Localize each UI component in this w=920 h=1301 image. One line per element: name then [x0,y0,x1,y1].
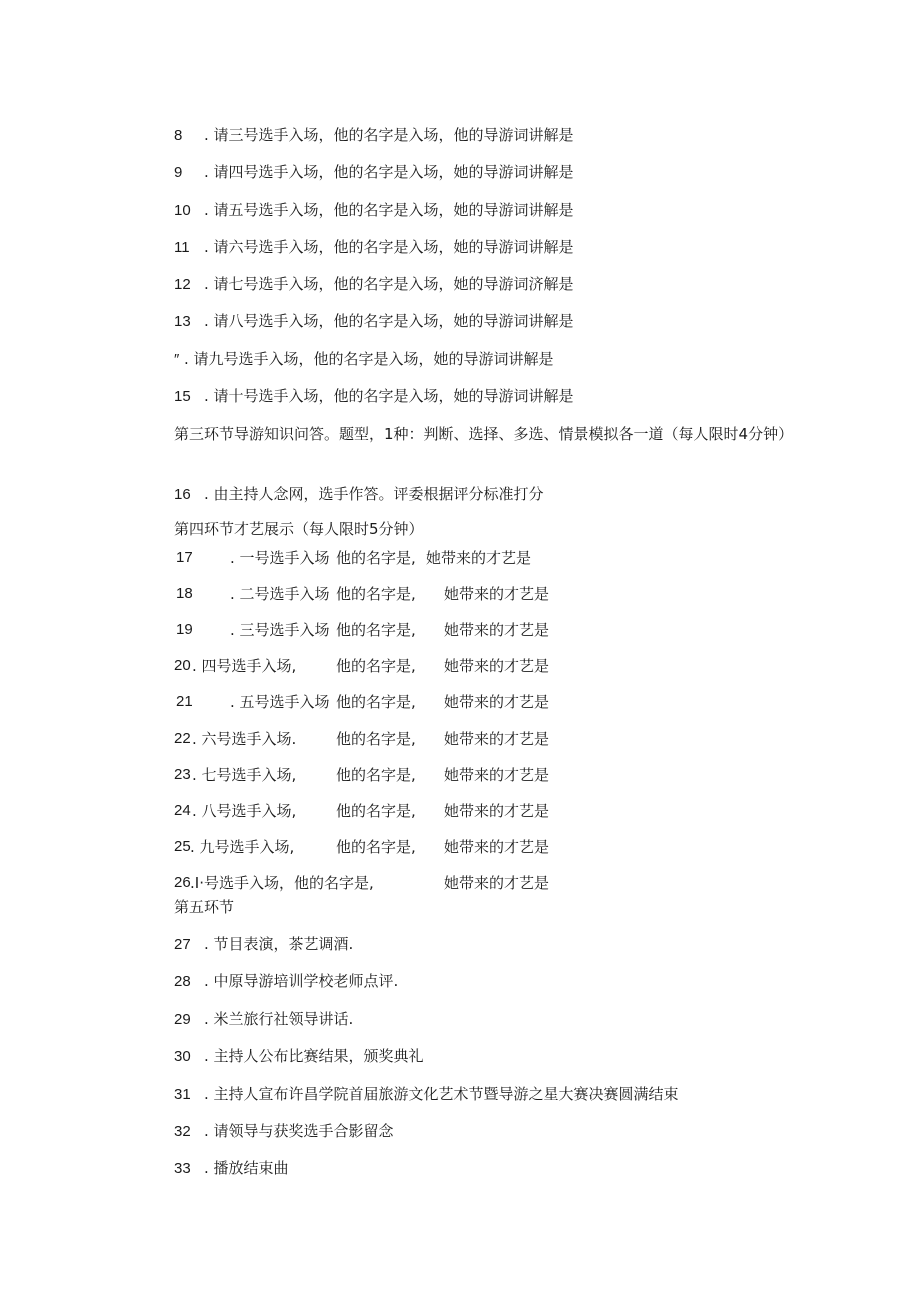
list-item: 33 . 播放结束曲 [174,1159,289,1177]
list-item: 11 . 请六号选手入场，他的名字是入场，她的导游词讲解是 [174,238,574,256]
list-item: 16 . 由主持人念网，选手作答。评委根据评分标准打分 [174,485,544,503]
list-item: 9 . 请四号选手入场，他的名字是入场，她的导游词讲解是 [174,163,574,181]
talent-row: 20 . 四号选手入场, 他的名字是, 她带来的才艺是 [174,657,550,675]
list-item: 28 . 中原导游培训学校老师点评. [174,972,399,990]
talent-row: 22 . 六号选手入场. 他的名字是, 她带来的才艺是 [174,730,550,748]
list-item: 15 . 请十号选手入场，他的名字是入场，她的导游词讲解是 [174,387,574,405]
section-heading-3: 第三环节导游知识问答。题型，1种：判断、选择、多选、情景模拟各一道（每人限时4分钟） [174,425,794,443]
talent-row: 26 .I·号选手入场，他的名字是, 她带来的才艺是 [174,874,550,892]
list-item: 30 . 主持人公布比赛结果，颁奖典礼 [174,1047,424,1065]
talent-row: 23 . 七号选手入场, 他的名字是, 她带来的才艺是 [174,766,550,784]
talent-row: 19 . 三号选手入场 他的名字是, 她带来的才艺是 [176,621,550,639]
list-item: ″ . 请九号选手入场，他的名字是入场，她的导游词讲解是 [174,350,554,368]
list-item: 12 . 请七号选手入场，他的名字是入场，她的导游词济解是 [174,275,574,293]
section-heading-5: 第五环节 [174,898,235,916]
section-heading-4: 第四环节才艺展示（每人限时5分钟） [174,520,424,538]
list-item: 32 . 请领导与获奖选手合影留念 [174,1122,394,1140]
list-item: 29 . 米兰旅行社领导讲话. [174,1010,354,1028]
talent-row: 18 . 二号选手入场 他的名字是, 她带来的才艺是 [176,585,550,603]
list-item: 27 . 节目表演，茶艺调酒. [174,935,354,953]
talent-row: 25 . 九号选手入场, 他的名字是, 她带来的才艺是 [174,838,550,856]
talent-row: 21 . 五号选手入场 他的名字是, 她带来的才艺是 [176,693,550,711]
talent-row: 17 . 一号选手入场 他的名字是, 她带来的才艺是 [176,549,532,567]
talent-row: 24 . 八号选手入场, 他的名字是, 她带来的才艺是 [174,802,550,820]
list-item: 13 . 请八号选手入场，他的名字是入场，她的导游词讲解是 [174,312,574,330]
list-item: 31 . 主持人宣布许昌学院首届旅游文化艺术节暨导游之星大赛决赛圆满结束 [174,1085,679,1103]
list-item: 8 . 请三号选手入场，他的名字是入场，他的导游词讲解是 [174,126,574,144]
list-item: 10 . 请五号选手入场，他的名字是入场，她的导游词讲解是 [174,201,574,219]
